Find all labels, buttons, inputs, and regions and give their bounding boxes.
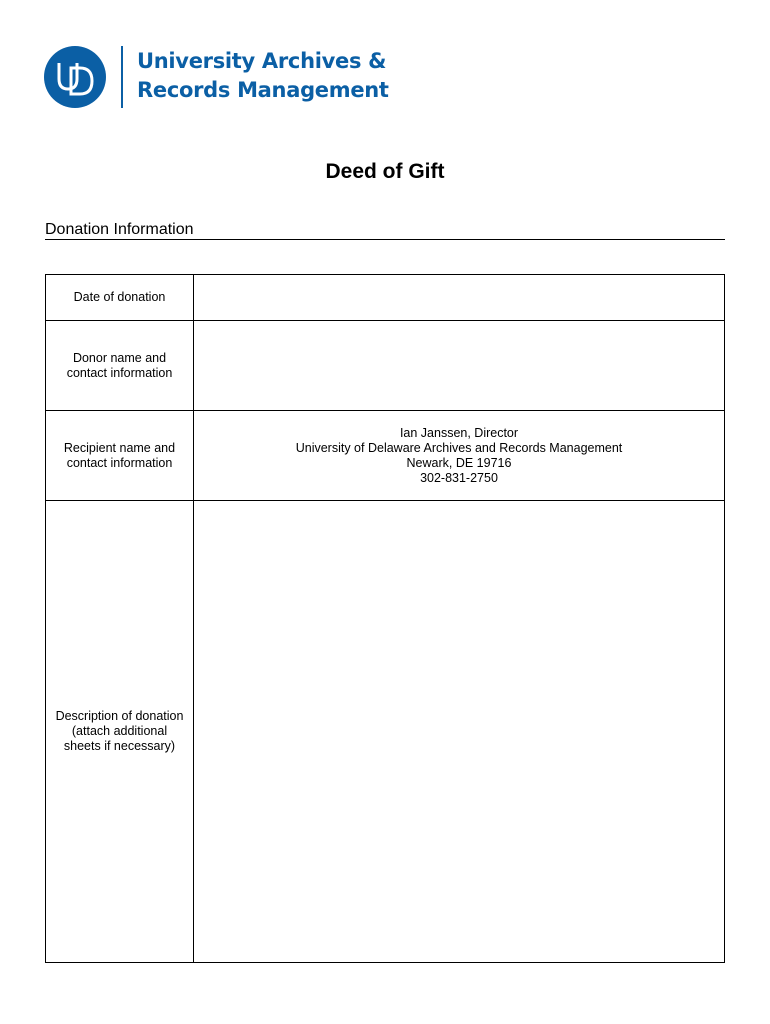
document-title: Deed of Gift: [325, 160, 445, 183]
label-line: Description of donation: [55, 709, 184, 723]
donor-field[interactable]: [194, 321, 725, 411]
label-line: Donor name and: [72, 350, 167, 365]
donor-label: [46, 321, 194, 411]
logo-line-2: Records Management: [137, 78, 389, 102]
recipient-label: [46, 411, 194, 501]
description-field[interactable]: [194, 501, 725, 963]
form-row-donor: [46, 321, 725, 411]
label-line: contact information: [66, 365, 173, 380]
logo-wordmark: [137, 47, 389, 105]
recipient-line: Ian Janssen, Director: [399, 425, 519, 440]
date-of-donation-field[interactable]: [194, 275, 725, 321]
section-heading: Donation Information: [45, 221, 194, 238]
recipient-line: University of Delaware Archives and Records Management: [295, 440, 623, 455]
donation-form-table: [45, 274, 725, 963]
form-row-date: [46, 275, 725, 321]
label-line: (attach additional: [71, 724, 168, 738]
date-of-donation-label: [46, 275, 194, 321]
recipient-line: Newark, DE 19716: [406, 455, 512, 470]
description-label: [46, 501, 194, 963]
logo-line-1: University Archives &: [137, 49, 387, 73]
form-row-description: [46, 501, 725, 963]
label-line: Recipient name and: [63, 440, 176, 455]
form-row-recipient: [46, 411, 725, 501]
label-line: sheets if necessary): [63, 739, 176, 753]
label-line: Date of donation: [73, 290, 166, 304]
logo-divider: [121, 46, 123, 108]
recipient-field: [194, 411, 725, 501]
label-line: contact information: [66, 455, 173, 470]
section-rule: [45, 239, 725, 240]
ud-seal-logo: [44, 46, 106, 108]
recipient-line: 302-831-2750: [420, 470, 498, 485]
